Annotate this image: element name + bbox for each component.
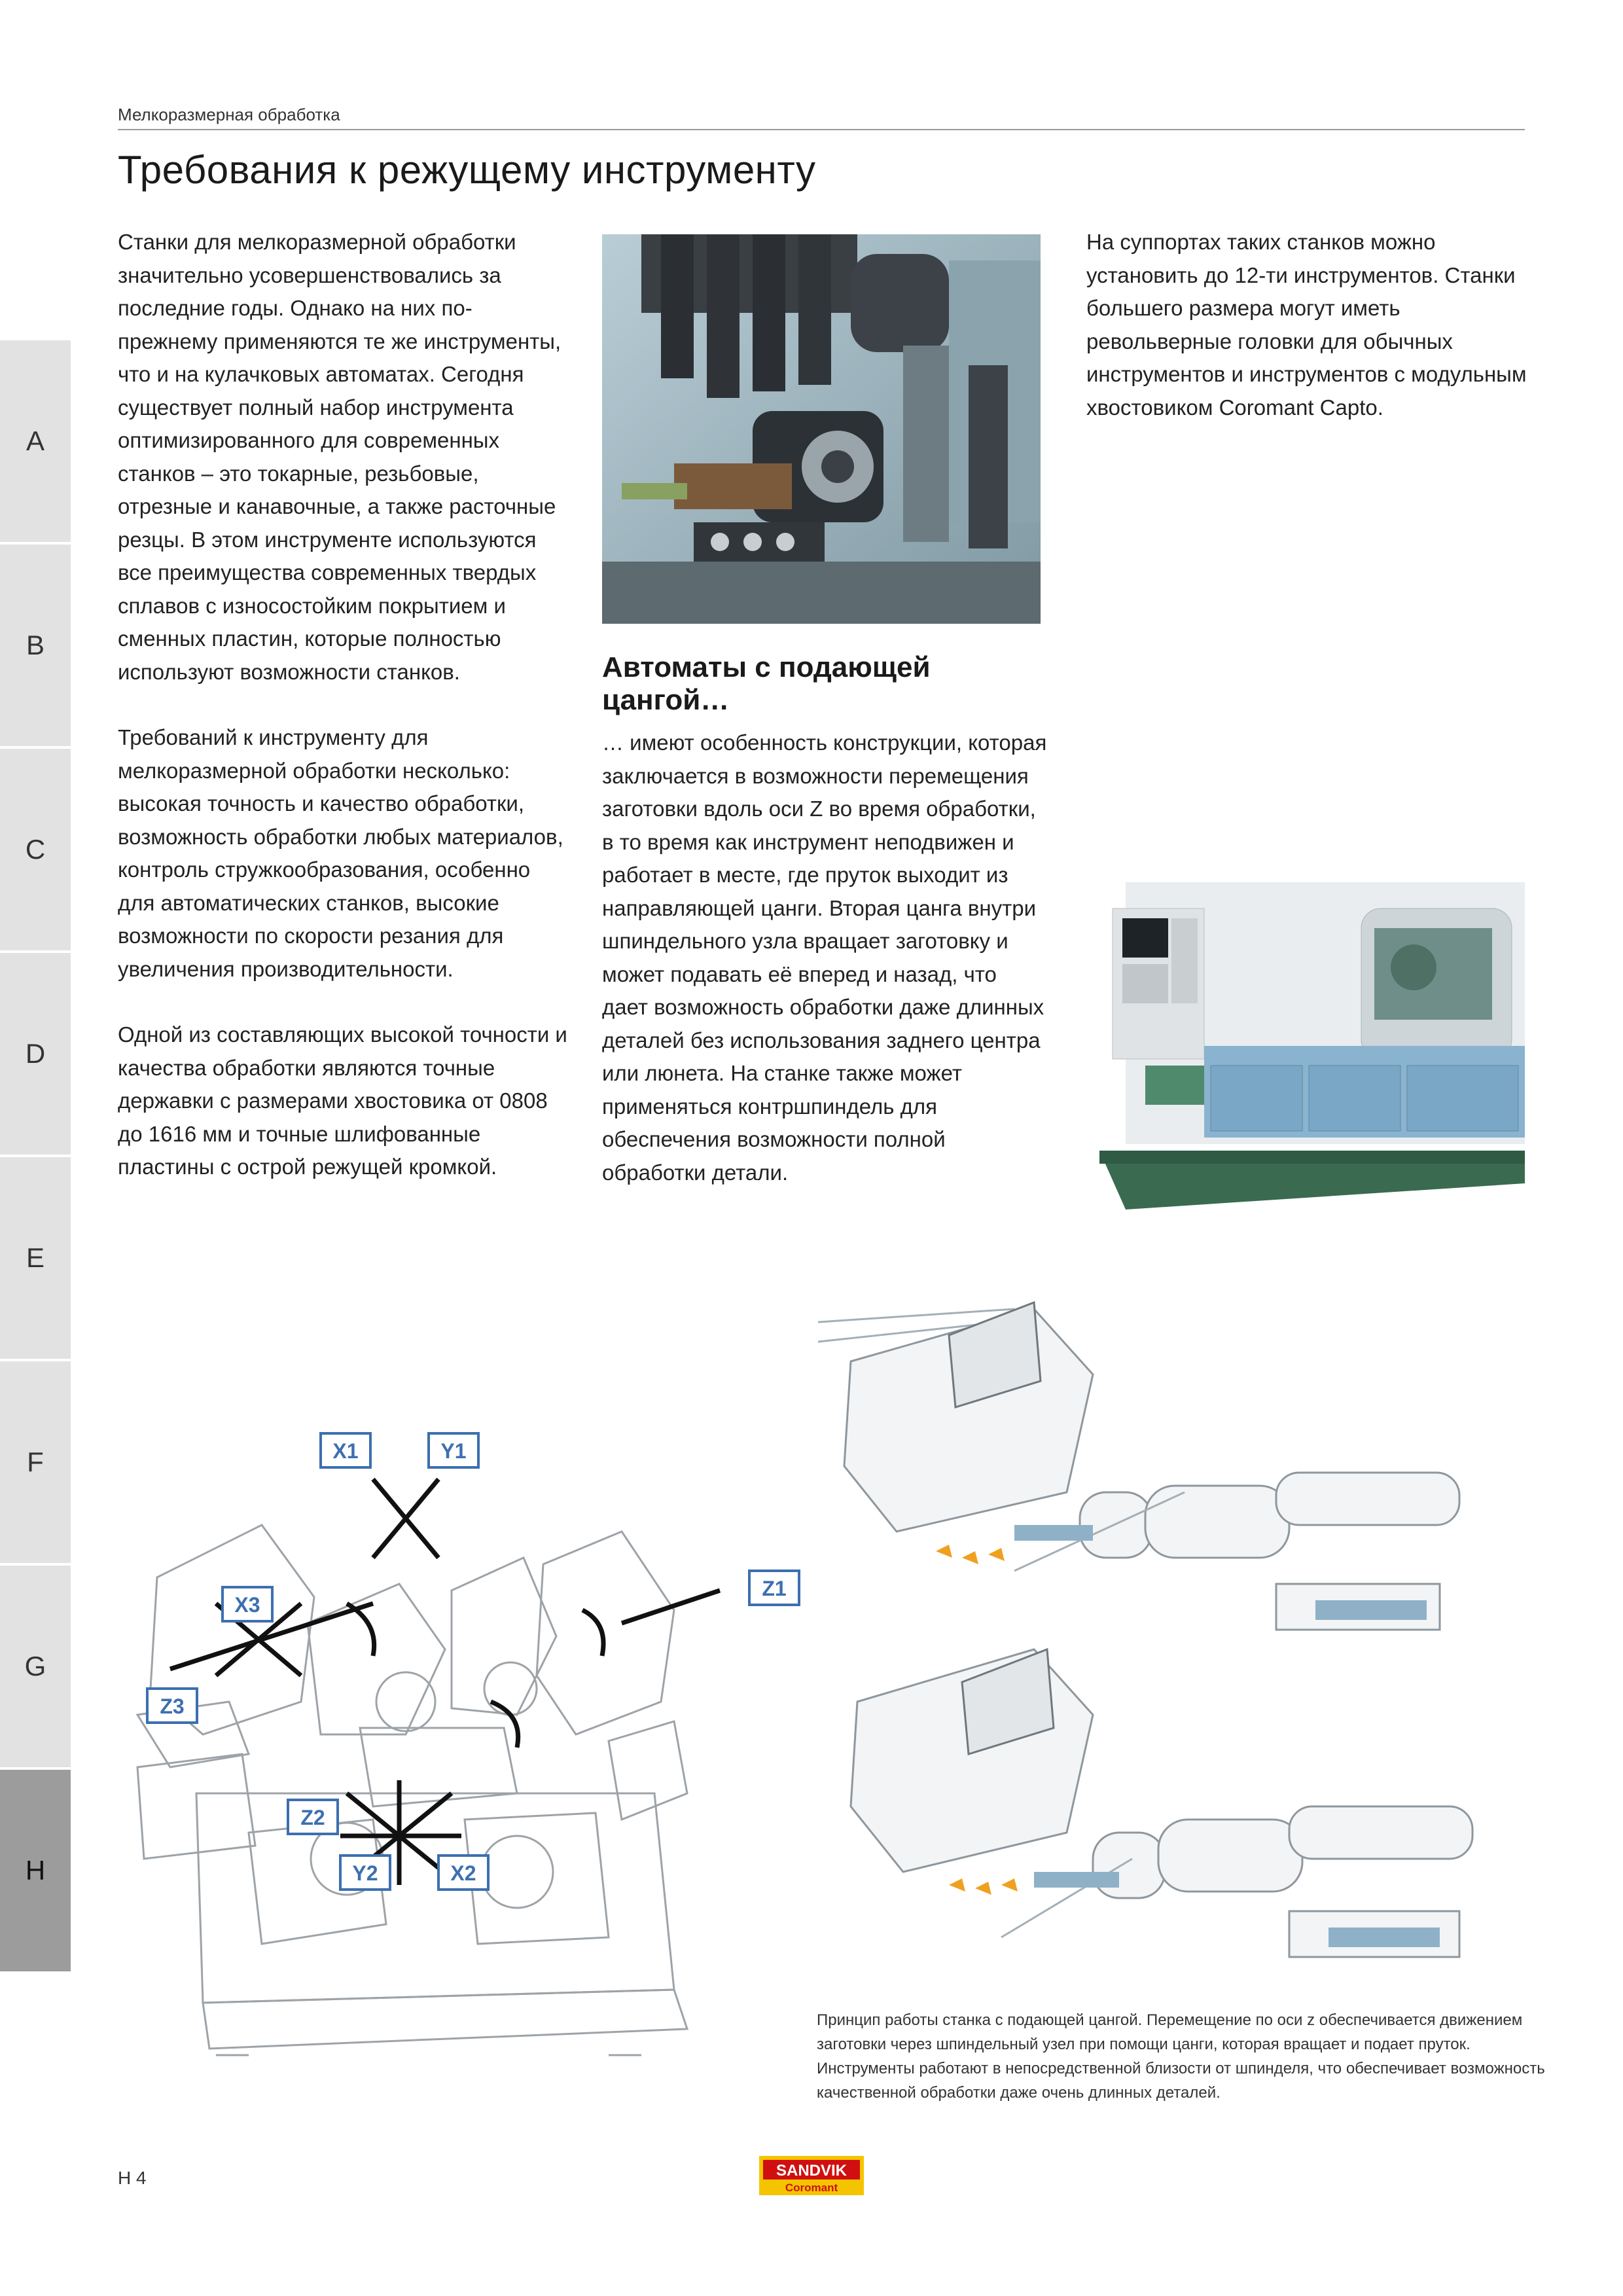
tool-holders-photo (602, 234, 1041, 624)
page-title: Требования к режущему инструменту (118, 148, 816, 192)
tab-g[interactable]: G (0, 1566, 71, 1767)
paragraph: … имеют особенность конструкции, которая заключается в возможности перемещения заготовки вдоль оси Z во время обработки, в то время как инструмент неподвижен и работает в месте, где пруток выходит из направляющей цанги. Вторая цанга внутри шпиндельного узла вращает заготовку и может подавать её вперед и назад, что дает возможность обработки даже длинных деталей без использования заднего центра или люнета. На станке также может применяться контршпиндель для обеспечения возможности полной обработки детали. (602, 730, 1047, 1185)
figure-caption: Принцип работы станка с подающей цангой. Перемещение по оси z обеспечивается движением заготовки через шпиндельный узел при помощи цанги, которая вращает и подает пруток. Инструменты работают в непосредственной близости от шпинделя, что обеспечивает возможность качественной обработки даже очень длинных деталей. (817, 2011, 1545, 2102)
sandvik-coromant-logo (759, 2156, 864, 2195)
tab-h[interactable]: H (0, 1770, 71, 1971)
paragraph: На суппортах таких станков можно установить до 12-ти инструментов. Станки большего размера могут иметь револьверные головки для обычных инструментов и инструментов с модульным хвостовиком Coromant Capto. (1086, 230, 1527, 420)
axis-label-x2: X2 (450, 1861, 476, 1885)
text-column-3 (1086, 226, 1531, 457)
text-column-2 (602, 726, 1047, 1222)
section-header: Мелкоразмерная обработка (118, 105, 340, 124)
page-number: H 4 (118, 2168, 147, 2188)
tab-d[interactable]: D (0, 953, 71, 1155)
tab-f[interactable]: F (0, 1361, 71, 1563)
logo-line1: SANDVIK (776, 2162, 847, 2179)
paragraph: Одной из составляющих высокой точности и качества обработки являются точные державки с размерами хвостовика от 0808 до 1616 мм и точные шлифованные пластины с острой режущей кромкой. (118, 1022, 567, 1179)
paragraph: Требований к инструменту для мелкоразмерной обработки несколько: высокая точность и качество обработки, возможность обработки любых материалов, контроль стружкообразования, особенно для автоматических станков, высокие возможности по скорости резания для увеличения производительности. (118, 725, 563, 981)
axis-label-x1: X1 (332, 1439, 359, 1463)
axis-label-y2: Y2 (352, 1861, 378, 1885)
tab-b[interactable]: B (0, 545, 71, 746)
axis-label-z2: Z2 (300, 1806, 325, 1829)
tab-c[interactable]: C (0, 749, 71, 950)
logo-line2: Coromant (785, 2181, 838, 2194)
axis-label-x3: X3 (234, 1593, 260, 1617)
section-tabs (0, 340, 71, 1974)
guide-bushing-diagram (818, 1296, 1525, 1990)
axis-label-z1: Z1 (762, 1577, 787, 1600)
text-column-1 (118, 226, 569, 1217)
axis-label-z3: Z3 (160, 1695, 185, 1718)
cnc-machine-photo (1086, 869, 1525, 1280)
axis-label-y1: Y1 (440, 1439, 467, 1463)
header-divider (118, 129, 1525, 130)
axes-diagram (98, 1427, 812, 2088)
tab-e[interactable]: E (0, 1157, 71, 1359)
paragraph: Станки для мелкоразмерной обработки значительно усовершенствовались за последние годы. Однако на них по-прежнему применяются те же инструменты, что и на кулачковых автоматах. Сегодня существует полный набор инструмента оптимизированного для современных станков – это токарные, резьбовые, отрезные и канавочные, а также расточные резцы. В этом инструменте используются все преимущества современных твердых сплавов с износостойким покрытием и сменных пластин, которые полностью используют возможности станков. (118, 230, 562, 684)
tab-a[interactable]: A (0, 340, 71, 542)
subheading: Автоматы с подающей цангой… (602, 651, 931, 716)
